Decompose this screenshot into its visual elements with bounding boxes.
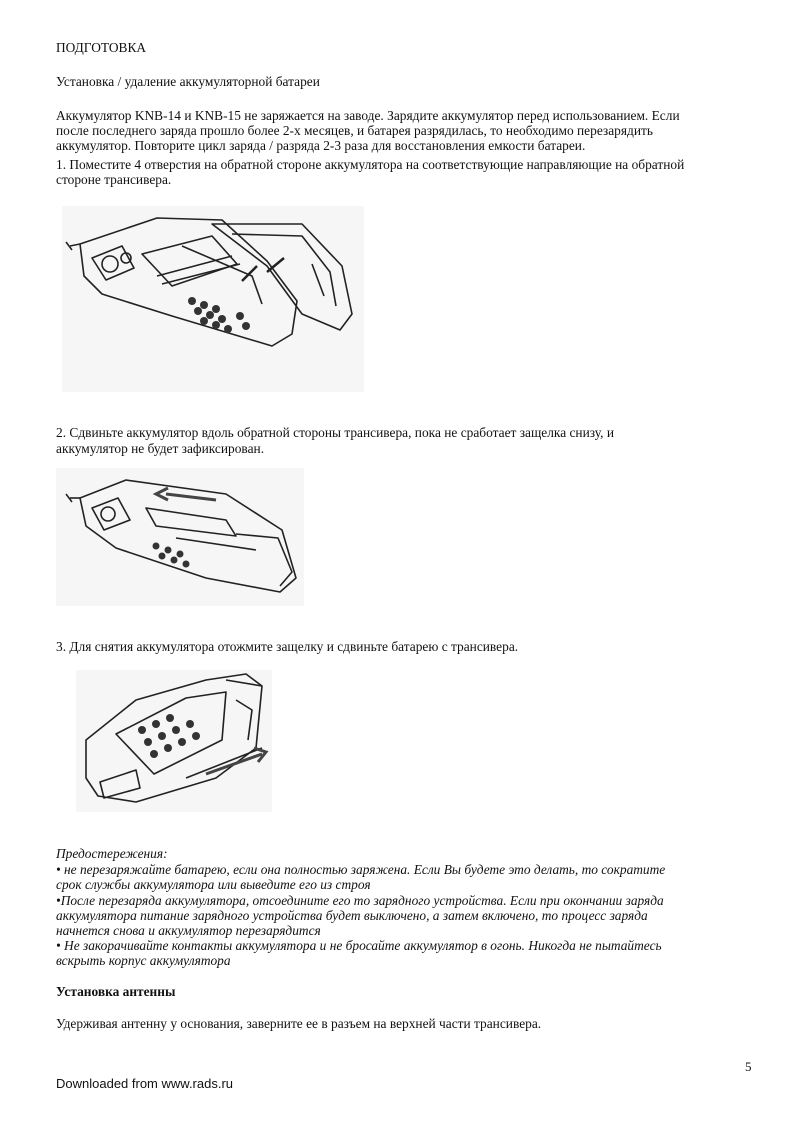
caution-line: •После перезаряда аккумулятора, отсоедините его то зарядного устройства. Если при окончании заряда [56, 893, 664, 908]
step2-line: аккумулятор не будет зафиксирован. [56, 441, 265, 456]
step2-line: 2. Сдвиньте аккумулятор вдоль обратной стороны трансивера, пока не сработает защелка снизу, и [56, 425, 614, 440]
caution-line: аккумулятора питание зарядного устройства будет выключено, а затем включено, то процесс заряда [56, 908, 648, 923]
step1-line: стороне трансивера. [56, 172, 172, 187]
radio-battery-illustration-3 [76, 670, 272, 812]
radio-battery-illustration-1 [62, 206, 364, 392]
footer-link[interactable]: Downloaded from www.rads.ru [56, 1076, 234, 1091]
intro-line: Аккумулятор KNB-14 и KNB-15 не заряжается на заводе. Зарядите аккумулятор перед использованием. Если [56, 108, 680, 123]
figure-battery-attach [62, 206, 364, 392]
intro-line: после последнего заряда прошло более 2-х месяцев, и батарея разрядилась, то необходимо перезарядить [56, 123, 653, 138]
page-number: 5 [745, 1059, 752, 1074]
section-title-antenna: Установка антенны [56, 984, 176, 999]
caution-line: срок службы аккумулятора или выведите его из строя [56, 877, 371, 892]
caution-line: вскрыть корпус аккумулятора [56, 953, 231, 968]
step3-text: 3. Для снятия аккумулятора отожмите защелку и сдвиньте батарею с трансивера. [56, 639, 519, 654]
caution-line: начнется снова и аккумулятор перезарядится [56, 923, 321, 938]
cautions-title: Предостережения: [56, 846, 168, 861]
step1-line: 1. Поместите 4 отверстия на обратной стороне аккумулятора на соответствующие направляющие на обратной [56, 157, 685, 172]
section-title-battery: Установка / удаление аккумуляторной батареи [56, 74, 320, 89]
figure-battery-remove [76, 670, 272, 812]
caution-line: • не перезаряжайте батарею, если она полностью заряжена. Если Вы будете это делать, то сократите [56, 862, 666, 877]
figure-battery-slide [56, 468, 304, 606]
intro-line: аккумулятор. Повторите цикл заряда / разряда 2-3 раза для восстановления емкости батареи. [56, 138, 586, 153]
antenna-text: Удерживая антенну у основания, заверните ее в разъем на верхней части трансивера. [56, 1016, 542, 1031]
page-heading: ПОДГОТОВКА [56, 40, 147, 55]
caution-line: • Не закорачивайте контакты аккумулятора и не бросайте аккумулятор в огонь. Никогда не пытайтесь [56, 938, 662, 953]
radio-battery-illustration-2 [56, 468, 304, 606]
